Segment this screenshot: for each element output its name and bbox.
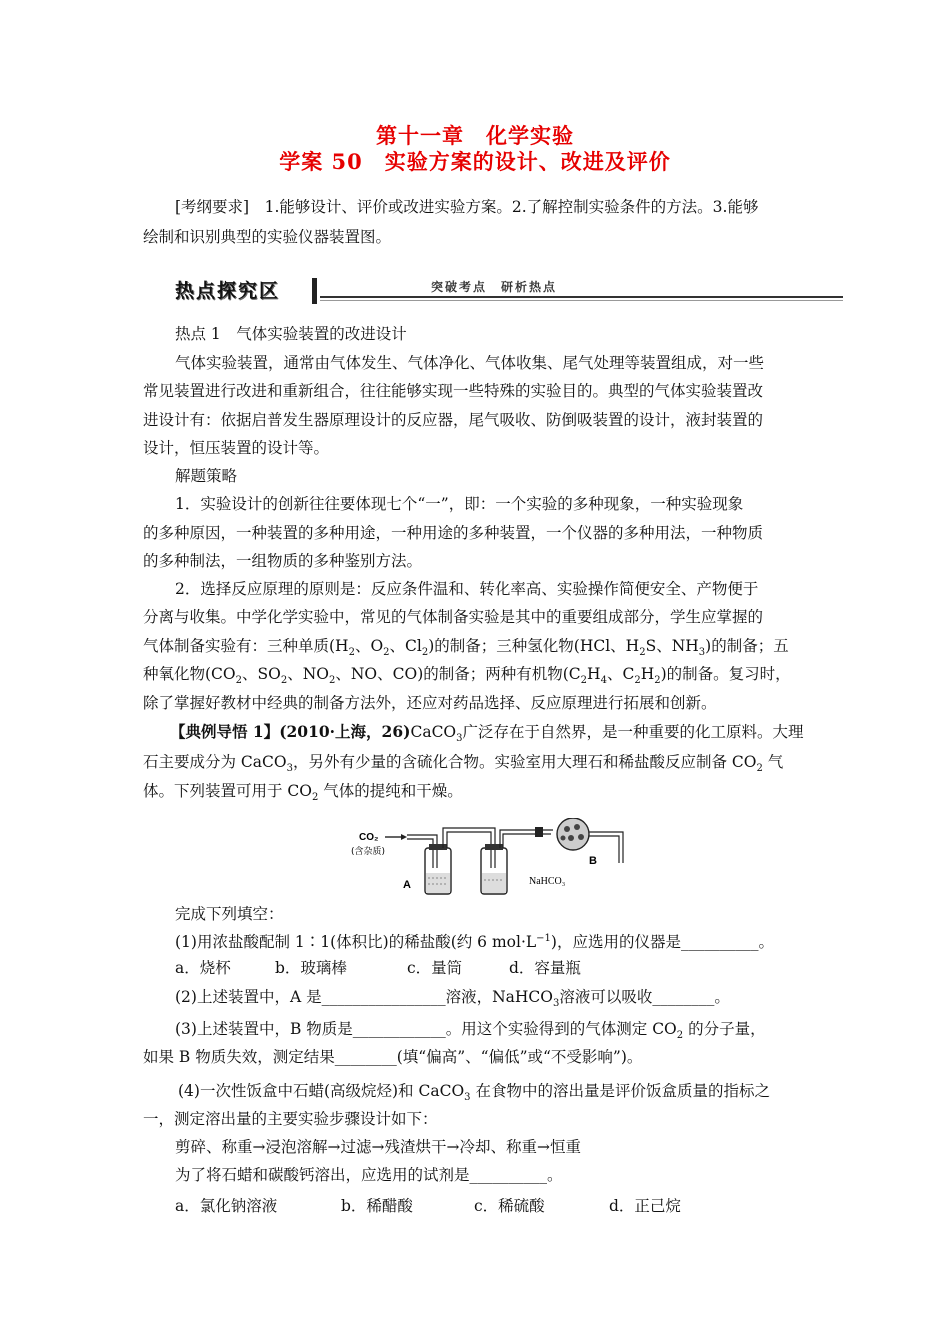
- question-3: (3)上述装置中，B 物质是____________。用这个实验得到的气体测定 $CO_2$ 的分子量，: [175, 1020, 766, 1042]
- connector-tube-inner: [447, 832, 491, 868]
- bulb-granule: [578, 834, 584, 840]
- chapter-title: 第十一章 化学实验: [376, 123, 574, 148]
- questions-intro: 完成下列填空：: [175, 905, 284, 923]
- stopper-a: [429, 844, 447, 850]
- requirements-line-1: [考纲要求] 1.能够设计、评价或改进实验方案。2.了解控制实验条件的方法。3.能够: [175, 198, 759, 216]
- question-4: (4)一次性饭盒中石蜡(高级烷烃)和 CaCO$_3$ 在食物中的溶出量是评价饭盒质量的指标之: [178, 1082, 770, 1104]
- paragraph-line: 进设计有：依据启普发生器原理设计的反应器，尾气吸收、防倒吸装置的设计，液封装置的: [143, 411, 764, 429]
- nahco3-label: NaHCO₃: [529, 876, 566, 887]
- inlet-tube: [407, 835, 437, 868]
- label-a: A: [403, 879, 411, 891]
- strategy-1-line: 的多种原因，一种装置的多种用途，一种用途的多种装置，一个仪器的多种用法，一种物质: [143, 524, 764, 542]
- liquid-a: [426, 873, 450, 893]
- option: c．稀硫酸: [474, 1197, 545, 1215]
- question-1: (1)用浓盐酸配制 1∶1(体积比)的稀盐酸(约 6 $mol\cdot L^{-1}$)，应选用的仪器是__________。: [175, 933, 774, 952]
- paragraph-line: 设计，恒压装置的设计等。: [143, 439, 330, 457]
- banner-rule-thin: [320, 300, 843, 301]
- question-4-line-2: 一，测定溶出量的主要实验步骤设计如下：: [143, 1110, 438, 1128]
- label-b: B: [589, 855, 597, 867]
- bulb-granule: [564, 826, 570, 832]
- impurity-label: (含杂质): [351, 847, 386, 857]
- example-line-1: 【典例导悟 1】(2010·上海，26)CaCO$_3$广泛存在于自然界，是一种重要的化工原料。大理: [170, 722, 804, 745]
- paragraph-line: 常见装置进行改进和重新组合，往往能够实现一些特殊的实验目的。典型的气体实验装置改: [143, 382, 764, 400]
- example-tag: 【典例导悟 1】: [170, 722, 280, 741]
- hotspot-heading: 热点 1 气体实验装置的改进设计: [175, 325, 407, 343]
- strategy-1-line: 1．实验设计的创新往往要体现七个“一”，即：一个实验的多种现象，一种实验现象: [175, 495, 744, 513]
- strategy-2-line: 除了掌握好教材中经典的制备方法外，还应对药品选择、反应原理进行拓展和创新。: [143, 694, 717, 712]
- outlet-tube: [500, 830, 553, 848]
- strategy-1-line: 的多种制法，一组物质的多种鉴别方法。: [143, 552, 423, 570]
- option: d．正己烷: [609, 1197, 681, 1215]
- bulb-granule: [561, 836, 566, 841]
- question-4-steps: 剪碎、称重→浸泡溶解→过滤→残渣烘干→冷却、称重→恒重: [175, 1138, 581, 1156]
- lesson-title: 学案 50 实验方案的设计、改进及评价: [279, 149, 671, 174]
- question-3-line-2: 如果 B 物质失效，测定结果________(填“偏高”、“偏低”或“不受影响”)。: [143, 1048, 643, 1066]
- option: b．玻璃棒: [275, 959, 347, 977]
- arrow-head-icon: [401, 834, 407, 840]
- option: b．稀醋酸: [341, 1197, 413, 1215]
- apparatus-figure: [345, 818, 635, 898]
- co2-label: CO₂: [359, 832, 379, 843]
- banner-subtitle: 突破考点 研析热点: [431, 280, 558, 294]
- banner-divider: [312, 278, 317, 304]
- banner-rule: [320, 296, 843, 298]
- banner-title: 热点探究区: [175, 276, 311, 304]
- option: a．烧杯: [175, 959, 231, 977]
- bulb-granule: [568, 835, 574, 841]
- requirements-line-2: 绘制和识别典型的实验仪器装置图。: [143, 228, 392, 246]
- stopcock: [535, 827, 543, 837]
- paragraph-line: 气体实验装置，通常由气体发生、气体净化、气体收集、尾气处理等装置组成，对一些: [175, 354, 765, 372]
- bulb-granule: [574, 824, 580, 830]
- section-banner: [175, 274, 843, 308]
- example-line-2: 石主要成分为 CaCO$_3$，另外有少量的含硫化合物。实验室用大理石和稀盐酸反应制备 $CO_2$ 气: [143, 753, 784, 775]
- example-line-3: 体。下列装置可用于 $CO_2$ 气体的提纯和干燥。: [143, 782, 463, 804]
- question-2: (2)上述装置中，A 是________________溶液，NaHCO$_3$溶液可以吸收________。: [175, 988, 730, 1010]
- strategy-2-line: 种氧化物($CO_2$、$SO_2$、$NO_2$、NO、CO)的制备；两种有机物($C_2H_4$、$C_2H_2$)的制备。复习时，: [143, 665, 791, 687]
- option: a．氯化钠溶液: [175, 1197, 278, 1215]
- strategy-2-line: 气体制备实验有：三种单质($H_2$、$O_2$、$Cl_2$)的制备；三种氢化物(HCl、$H_2S$、$NH_3$)的制备；五: [143, 637, 789, 659]
- strategy-2-line: 2．选择反应原理的原则是：反应条件温和、转化率高、实验操作简便安全、产物便于: [175, 580, 759, 598]
- strategy-2-line: 分离与收集。中学化学实验中，常见的气体制备实验是其中的重要组成部分，学生应掌握的: [143, 608, 764, 626]
- option: d．容量瓶: [509, 959, 581, 977]
- drying-bulb-b: [557, 818, 589, 850]
- strategy-heading: 解题策略: [175, 467, 238, 485]
- question-4-line-4: 为了将石蜡和碳酸钙溶出，应选用的试剂是__________。: [175, 1166, 563, 1184]
- liquid-nahco3: [482, 873, 506, 893]
- option: c．量筒: [407, 959, 463, 977]
